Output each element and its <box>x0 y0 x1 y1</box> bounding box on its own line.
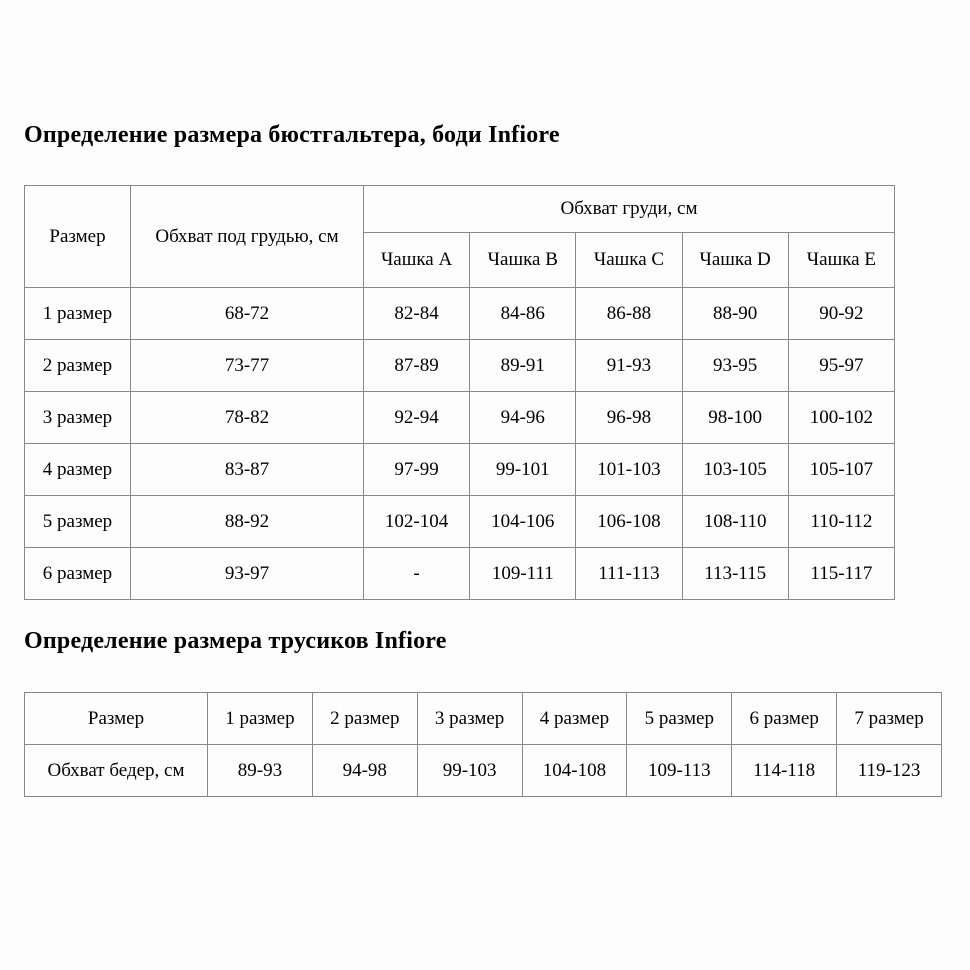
panty-header-size-4: 4 размер <box>522 693 627 745</box>
cell-cup-e: 115-117 <box>788 548 894 600</box>
cell-size: 5 размер <box>25 496 131 548</box>
bra-table-row <box>25 288 895 340</box>
cell-cup-e: 100-102 <box>788 392 894 444</box>
cell-cup-a: 97-99 <box>364 444 470 496</box>
cell-cup-d: 103-105 <box>682 444 788 496</box>
panty-table-title: Определение размера трусиков Infiore <box>24 628 447 654</box>
bra-header-cup-c: Чашка C <box>576 233 682 288</box>
cell-cup-a: - <box>364 548 470 600</box>
cell-cup-c: 106-108 <box>576 496 682 548</box>
cell-cup-d: 108-110 <box>682 496 788 548</box>
cell-cup-b: 104-106 <box>470 496 576 548</box>
panty-header-size-1: 1 размер <box>208 693 313 745</box>
cell-size: 6 размер <box>25 548 131 600</box>
panty-size-table <box>24 692 942 797</box>
cell-cup-c: 101-103 <box>576 444 682 496</box>
cell-hips-1: 89-93 <box>208 745 313 797</box>
cell-cup-a: 82-84 <box>364 288 470 340</box>
cell-hips-4: 104-108 <box>522 745 627 797</box>
cell-cup-a: 102-104 <box>364 496 470 548</box>
cell-cup-c: 111-113 <box>576 548 682 600</box>
panty-header-size-5: 5 размер <box>627 693 732 745</box>
cell-hips-label: Обхват бедер, см <box>25 745 208 797</box>
bra-header-bust-group: Обхват груди, см <box>364 186 895 233</box>
cell-underbust: 88-92 <box>131 496 364 548</box>
cell-cup-b: 109-111 <box>470 548 576 600</box>
panty-header-size-3: 3 размер <box>417 693 522 745</box>
cell-size: 2 размер <box>25 340 131 392</box>
panty-header-size-2: 2 размер <box>312 693 417 745</box>
cell-hips-6: 114-118 <box>732 745 837 797</box>
cell-cup-c: 86-88 <box>576 288 682 340</box>
cell-size: 4 размер <box>25 444 131 496</box>
cell-underbust: 93-97 <box>131 548 364 600</box>
cell-cup-d: 88-90 <box>682 288 788 340</box>
bra-table-row <box>25 444 895 496</box>
cell-cup-e: 110-112 <box>788 496 894 548</box>
panty-header-size-7: 7 размер <box>837 693 942 745</box>
bra-table-title: Определение размера бюстгальтера, боди Infiore <box>24 122 560 148</box>
bra-table-row <box>25 548 895 600</box>
panty-header-size: Размер <box>25 693 208 745</box>
cell-cup-e: 90-92 <box>788 288 894 340</box>
cell-cup-e: 105-107 <box>788 444 894 496</box>
bra-header-cup-d: Чашка D <box>682 233 788 288</box>
cell-cup-b: 94-96 <box>470 392 576 444</box>
panty-header-row <box>25 693 942 745</box>
cell-underbust: 73-77 <box>131 340 364 392</box>
cell-cup-c: 96-98 <box>576 392 682 444</box>
bra-table-row <box>25 340 895 392</box>
bra-header-cup-b: Чашка B <box>470 233 576 288</box>
bra-header-row-top <box>25 186 895 233</box>
cell-cup-e: 95-97 <box>788 340 894 392</box>
cell-cup-b: 99-101 <box>470 444 576 496</box>
bra-table-row <box>25 496 895 548</box>
cell-cup-d: 113-115 <box>682 548 788 600</box>
cell-hips-5: 109-113 <box>627 745 732 797</box>
cell-underbust: 83-87 <box>131 444 364 496</box>
bra-header-underbust: Обхват под грудью, см <box>131 186 364 288</box>
cell-size: 1 размер <box>25 288 131 340</box>
cell-cup-b: 84-86 <box>470 288 576 340</box>
cell-hips-2: 94-98 <box>312 745 417 797</box>
cell-cup-b: 89-91 <box>470 340 576 392</box>
bra-table-row <box>25 392 895 444</box>
panty-header-size-6: 6 размер <box>732 693 837 745</box>
bra-header-size: Размер <box>25 186 131 288</box>
cell-cup-d: 98-100 <box>682 392 788 444</box>
bra-header-cup-e: Чашка E <box>788 233 894 288</box>
cell-hips-7: 119-123 <box>837 745 942 797</box>
cell-cup-d: 93-95 <box>682 340 788 392</box>
cell-size: 3 размер <box>25 392 131 444</box>
bra-header-cup-a: Чашка A <box>364 233 470 288</box>
cell-underbust: 68-72 <box>131 288 364 340</box>
cell-underbust: 78-82 <box>131 392 364 444</box>
cell-hips-3: 99-103 <box>417 745 522 797</box>
bra-size-table <box>24 185 895 600</box>
cell-cup-a: 87-89 <box>364 340 470 392</box>
panty-table-row <box>25 745 942 797</box>
cell-cup-c: 91-93 <box>576 340 682 392</box>
cell-cup-a: 92-94 <box>364 392 470 444</box>
